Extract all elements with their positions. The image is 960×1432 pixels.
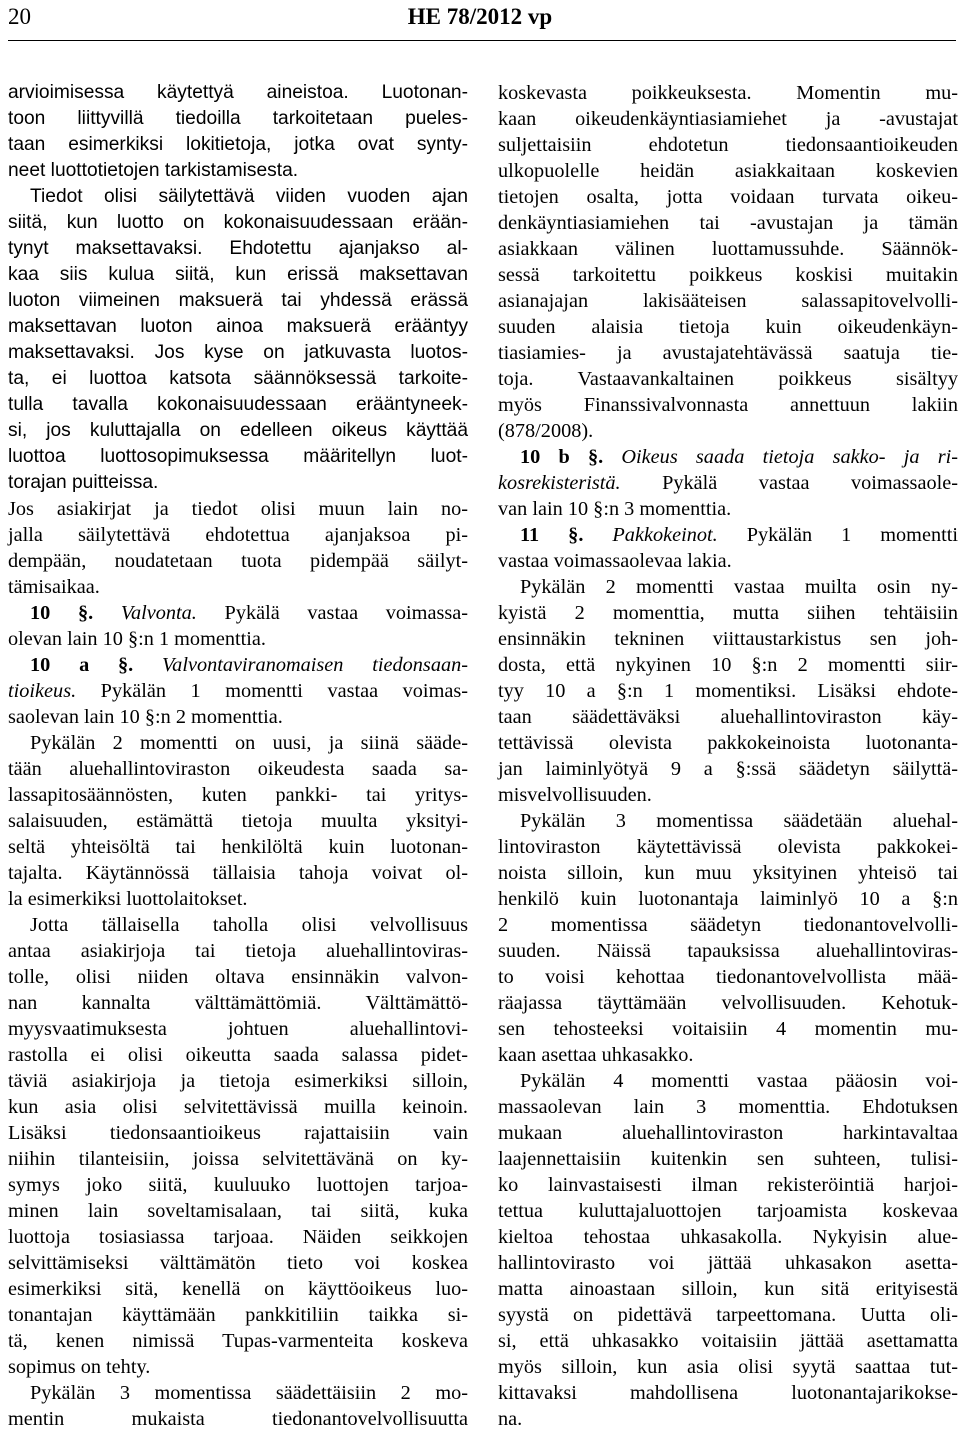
text-line: symys joko siitä, kuuluuko luottojen tarjoa- bbox=[8, 1174, 468, 1196]
text-line: tään aluehallintoviraston oikeudesta saada sa- bbox=[8, 758, 468, 780]
text-line: minen lain soveltamisalaan, tai siitä, kuka bbox=[8, 1200, 468, 1222]
text-line: Lisäksi tiedonsaantioikeus rajattaisiin vain bbox=[8, 1122, 468, 1144]
text-line: massaolevan lain 3 momenttia. Ehdotuksen bbox=[498, 1096, 958, 1118]
text-line: arvioimisessa käytettyä aineistoa. Luotonan- bbox=[8, 82, 468, 103]
text-line: mentin mukaista tiedonantovelvollisuutta bbox=[8, 1408, 468, 1430]
text-line bbox=[8, 652, 468, 678]
text-line: suljettaisiin ehdotetun tiedonsaantioikeuden bbox=[498, 134, 958, 156]
text-line: lintoviraston käytettävissä olevista pakkokei- bbox=[498, 836, 958, 858]
text-line: kittavaksi mahdollisena luotonantajarikokse- bbox=[498, 1382, 958, 1404]
text-line: la esimerkiksi luottolaitokset. bbox=[8, 888, 248, 910]
page-header bbox=[0, 0, 960, 44]
text-line: van lain 10 §:n 3 momenttia. bbox=[498, 498, 732, 520]
text-line: Pykälän 3 momentissa säädettäisiin 2 mo- bbox=[30, 1382, 468, 1404]
section-number: 10 b §. bbox=[520, 446, 622, 468]
text-line: rastolla ei olisi oikeutta saada salassa pidet- bbox=[8, 1044, 468, 1066]
text-line: luoton viimeinen maksuerä tai yhdessä erässä bbox=[8, 290, 468, 311]
text-run: Pykälä vastaa voimassa- bbox=[196, 602, 468, 624]
text-run: Pykälä vastaa voimassaole- bbox=[620, 472, 958, 494]
text-line: ensinnäkin tekninen viittaustarkistus sen joh- bbox=[498, 628, 958, 650]
text-run: Pykälän 1 momentti vastaa voimas- bbox=[76, 680, 468, 702]
text-line bbox=[8, 600, 468, 626]
text-line: neet luottotietojen tarkistamisesta. bbox=[8, 160, 299, 181]
text-line: na. bbox=[498, 1408, 523, 1430]
text-line: Pykälän 3 momentissa säädetään aluehal- bbox=[520, 810, 958, 832]
text-line: denkäyntiasiamiehen tai -avustajan ja tämän bbox=[498, 212, 958, 234]
text-line: lassapitosäännösten, kuten pankki- tai yritys- bbox=[8, 784, 468, 806]
text-line: tämisaikaa. bbox=[8, 576, 100, 598]
text-line: kyistä 2 momenttia, mutta siihen tehtäisiin bbox=[498, 602, 958, 624]
text-line: asianajajan lakisääteisen salassapitovelvolli- bbox=[498, 290, 958, 312]
text-line: tyy 10 a §:n 1 momentiksi. Lisäksi ehdote- bbox=[498, 680, 958, 702]
text-line: taan esimerkiksi lokitietoja, jotka ovat synty- bbox=[8, 134, 468, 155]
text-line: Pykälän 2 momentti on uusi, ja siinä sääde- bbox=[30, 732, 468, 754]
page-number: 20 bbox=[8, 4, 31, 29]
text-line: dempään, noudatetaan tuota pidempää säilyt- bbox=[8, 550, 468, 572]
text-line: syystä on pidettävä tarpeettomana. Uutta oli- bbox=[498, 1304, 958, 1326]
text-line: kaan asettaa uhkasakko. bbox=[498, 1044, 694, 1066]
text-line: luottoja tosiasiassa tarjoaa. Näiden seikkojen bbox=[8, 1226, 468, 1248]
text-line: kaa siis kulua siitä, kun erissä maksettavan bbox=[8, 264, 468, 285]
text-line: asiakkaan välinen luottamussuhde. Säännök- bbox=[498, 238, 958, 260]
text-line: räajassa täyttämään velvollisuuden. Kehotuk- bbox=[498, 992, 958, 1014]
text-line: saolevan lain 10 §:n 2 momenttia. bbox=[8, 706, 283, 728]
text-line: tiasiamies- ja avustajatehtävässä saatuja tie- bbox=[498, 342, 958, 364]
text-line: laajennettaisiin kuitenkin sen suhteen, tulisi- bbox=[498, 1148, 958, 1170]
text-line: taan säädettäväksi aluehallintoviraston käy- bbox=[498, 706, 958, 728]
text-line: selvittämiseksi välttämätön tieto voi koskea bbox=[8, 1252, 468, 1274]
text-line bbox=[498, 522, 958, 548]
text-line: maksettavan luoton ainoa maksuerä erääntyy bbox=[8, 316, 468, 337]
text-line: kaan oikeudenkäyntiasiamiehet ja -avustajat bbox=[498, 108, 958, 130]
text-line: täviä asiakirjoja ja tietoja esimerkiksi silloin, bbox=[8, 1070, 468, 1092]
section-number: 10 a §. bbox=[30, 654, 163, 676]
text-line: koskevasta poikkeuksesta. Momentin mu- bbox=[498, 82, 958, 104]
section-heading: Valvontaviranomaisen tiedonsaan- bbox=[162, 654, 468, 676]
text-line: Jotta tällaisella taholla olisi velvollisuus bbox=[30, 914, 468, 936]
text-line: jan laiminlyötyä 9 a §:ssä säädetyn säilyttä- bbox=[498, 758, 958, 780]
text-line: si, jos kuluttajalla on edelleen oikeus käyttää bbox=[8, 420, 468, 441]
text-line: niihin tilanteisiin, joissa selvitettävänä on ky- bbox=[8, 1148, 468, 1170]
text-line: antaa asiakirjoja tai tietoja aluehallintoviras- bbox=[8, 940, 468, 962]
text-line: sen tehosteeksi voitaisiin 4 momentin mu- bbox=[498, 1018, 958, 1040]
text-line: seltä yhteisöltä tai henkilöltä kuin luotonan- bbox=[8, 836, 468, 858]
section-heading: Valvonta. bbox=[120, 602, 197, 624]
text-line: esimerkiksi sitä, kenellä on käyttöoikeus luo- bbox=[8, 1278, 468, 1300]
text-line: suuden alaisia tietoja kuin oikeudenkäyn- bbox=[498, 316, 958, 338]
text-line: olevan lain 10 §:n 1 momenttia. bbox=[8, 628, 266, 650]
text-line: tolle, olisi niiden oltava ensinnäkin valvon- bbox=[8, 966, 468, 988]
section-heading: tioikeus. bbox=[8, 680, 77, 702]
text-line: Jos asiakirjat ja tiedot olisi muun lain no- bbox=[8, 498, 468, 520]
text-line: to voisi kehottaa tiedonantovelvollista mää- bbox=[498, 966, 958, 988]
section-number: 11 §. bbox=[520, 524, 613, 546]
text-line: myös Finanssivalvonnasta annettuun lakiin bbox=[498, 394, 958, 416]
text-line: kieltoa tehostaa uhkasakolla. Nykyisin alue- bbox=[498, 1226, 958, 1248]
text-line: tynyt maksettavaksi. Ehdotettu ajanjakso al- bbox=[8, 238, 468, 259]
text-line: luottoa luottosopimuksessa määritellyn luot- bbox=[8, 446, 468, 467]
text-line: tajalta. Käytännössä tällaisia tahoja voivat ol- bbox=[8, 862, 468, 884]
text-line: hallintovirasto voi jättää uhkasakon asetta- bbox=[498, 1252, 958, 1274]
header-rule bbox=[8, 40, 956, 41]
text-line: matta ainoastaan silloin, kun sitä erityisestä bbox=[498, 1278, 958, 1300]
text-line: tä, kenen nimissä Tupas-varmenteita koskeva bbox=[8, 1330, 468, 1352]
text-line: ko lainvastaisesti ilman rekisteröintiä harjoi- bbox=[498, 1174, 958, 1196]
text-line: sopimus on tehty. bbox=[8, 1356, 151, 1378]
text-line: toja. Vastaavankaltainen poikkeus sisältyy bbox=[498, 368, 958, 390]
text-line: maksettavaksi. Jos kyse on jatkuvasta luotos- bbox=[8, 342, 468, 363]
text-line: salaisuuden, estämättä tietoja muulta yksityi- bbox=[8, 810, 468, 832]
section-heading: Oikeus saada tietoja sakko- ja ri- bbox=[621, 446, 958, 468]
text-line: tonantajan käyttämään pankkitiliin taikka si- bbox=[8, 1304, 468, 1326]
text-line: Pykälän 2 momentti vastaa muilta osin ny- bbox=[520, 576, 958, 598]
text-line: toon liittyvillä tiedoilla tarkoitetaan pueles- bbox=[8, 108, 468, 129]
text-line: 2 momentissa säädetyn tiedonantovelvolli- bbox=[498, 914, 958, 936]
text-line: suuden. Näissä tapauksissa aluehallintoviras- bbox=[498, 940, 958, 962]
text-line: ta, ei luottoa katsota säännöksessä tarkoite- bbox=[8, 368, 468, 389]
text-line bbox=[498, 470, 958, 496]
text-line: tietojen osalta, jotta voidaan turvata oikeu- bbox=[498, 186, 958, 208]
text-line: siitä, kun luotto on kokonaisuudessaan erään- bbox=[8, 212, 468, 233]
section-heading: Pakkokeinot. bbox=[612, 524, 718, 546]
text-line: sessä tarkoitettu poikkeus koskisi muitakin bbox=[498, 264, 958, 286]
text-line: misvelvollisuuden. bbox=[498, 784, 652, 806]
text-line: ulkopuolelle heidän asiakkaitaan koskevien bbox=[498, 160, 958, 182]
text-line: torajan puitteissa. bbox=[8, 472, 159, 493]
text-line: (878/2008). bbox=[498, 420, 594, 442]
right-column bbox=[498, 80, 958, 1432]
text-line bbox=[498, 444, 958, 470]
text-line: myös silloin, kun asia olisi syytä saattaa tut- bbox=[498, 1356, 958, 1378]
text-line: kun asia olisi selvitettävissä muilla keinoin. bbox=[8, 1096, 468, 1118]
text-run: Pykälän 1 momentti bbox=[717, 524, 959, 546]
document-id: HE 78/2012 vp bbox=[407, 4, 553, 29]
text-line: jalla säilytettävä ehdotettua ajanjaksoa pi- bbox=[8, 524, 468, 546]
text-line: nan kannalta välttämättömiä. Välttämättö- bbox=[8, 992, 468, 1014]
text-line: Pykälän 4 momentti vastaa pääosin voi- bbox=[520, 1070, 958, 1092]
text-line: dosta, että nykyinen 10 §:n 2 momentti siir- bbox=[498, 654, 958, 676]
text-line bbox=[8, 678, 468, 704]
left-column bbox=[8, 80, 468, 1432]
section-number: 10 §. bbox=[30, 602, 121, 624]
text-line: vastaa voimassaolevaa lakia. bbox=[498, 550, 732, 572]
section-heading: kosrekisteristä. bbox=[498, 472, 621, 494]
text-line: si, että uhkasakko voitaisiin jättää asettamatta bbox=[498, 1330, 958, 1352]
text-line: tettävissä olevista pakkokeinoista luotonanta- bbox=[498, 732, 958, 754]
text-line: tulla tavalla kokonaisuudessaan erääntyneek- bbox=[8, 394, 468, 415]
text-line: myysvaatimuksesta johtuen aluehallintovi- bbox=[8, 1018, 468, 1040]
text-line: mukaan aluehallintoviraston harkintavaltaa bbox=[498, 1122, 958, 1144]
text-line: noista silloin, kun muu yksityinen yhteisö tai bbox=[498, 862, 958, 884]
text-line: tettua kuluttajaluottojen tarjoamista koskevaa bbox=[498, 1200, 958, 1222]
text-line: henkilö kuin luotonantaja laiminlyö 10 a §:n bbox=[498, 888, 958, 910]
text-line: Tiedot olisi säilytettävä viiden vuoden ajan bbox=[30, 186, 468, 207]
